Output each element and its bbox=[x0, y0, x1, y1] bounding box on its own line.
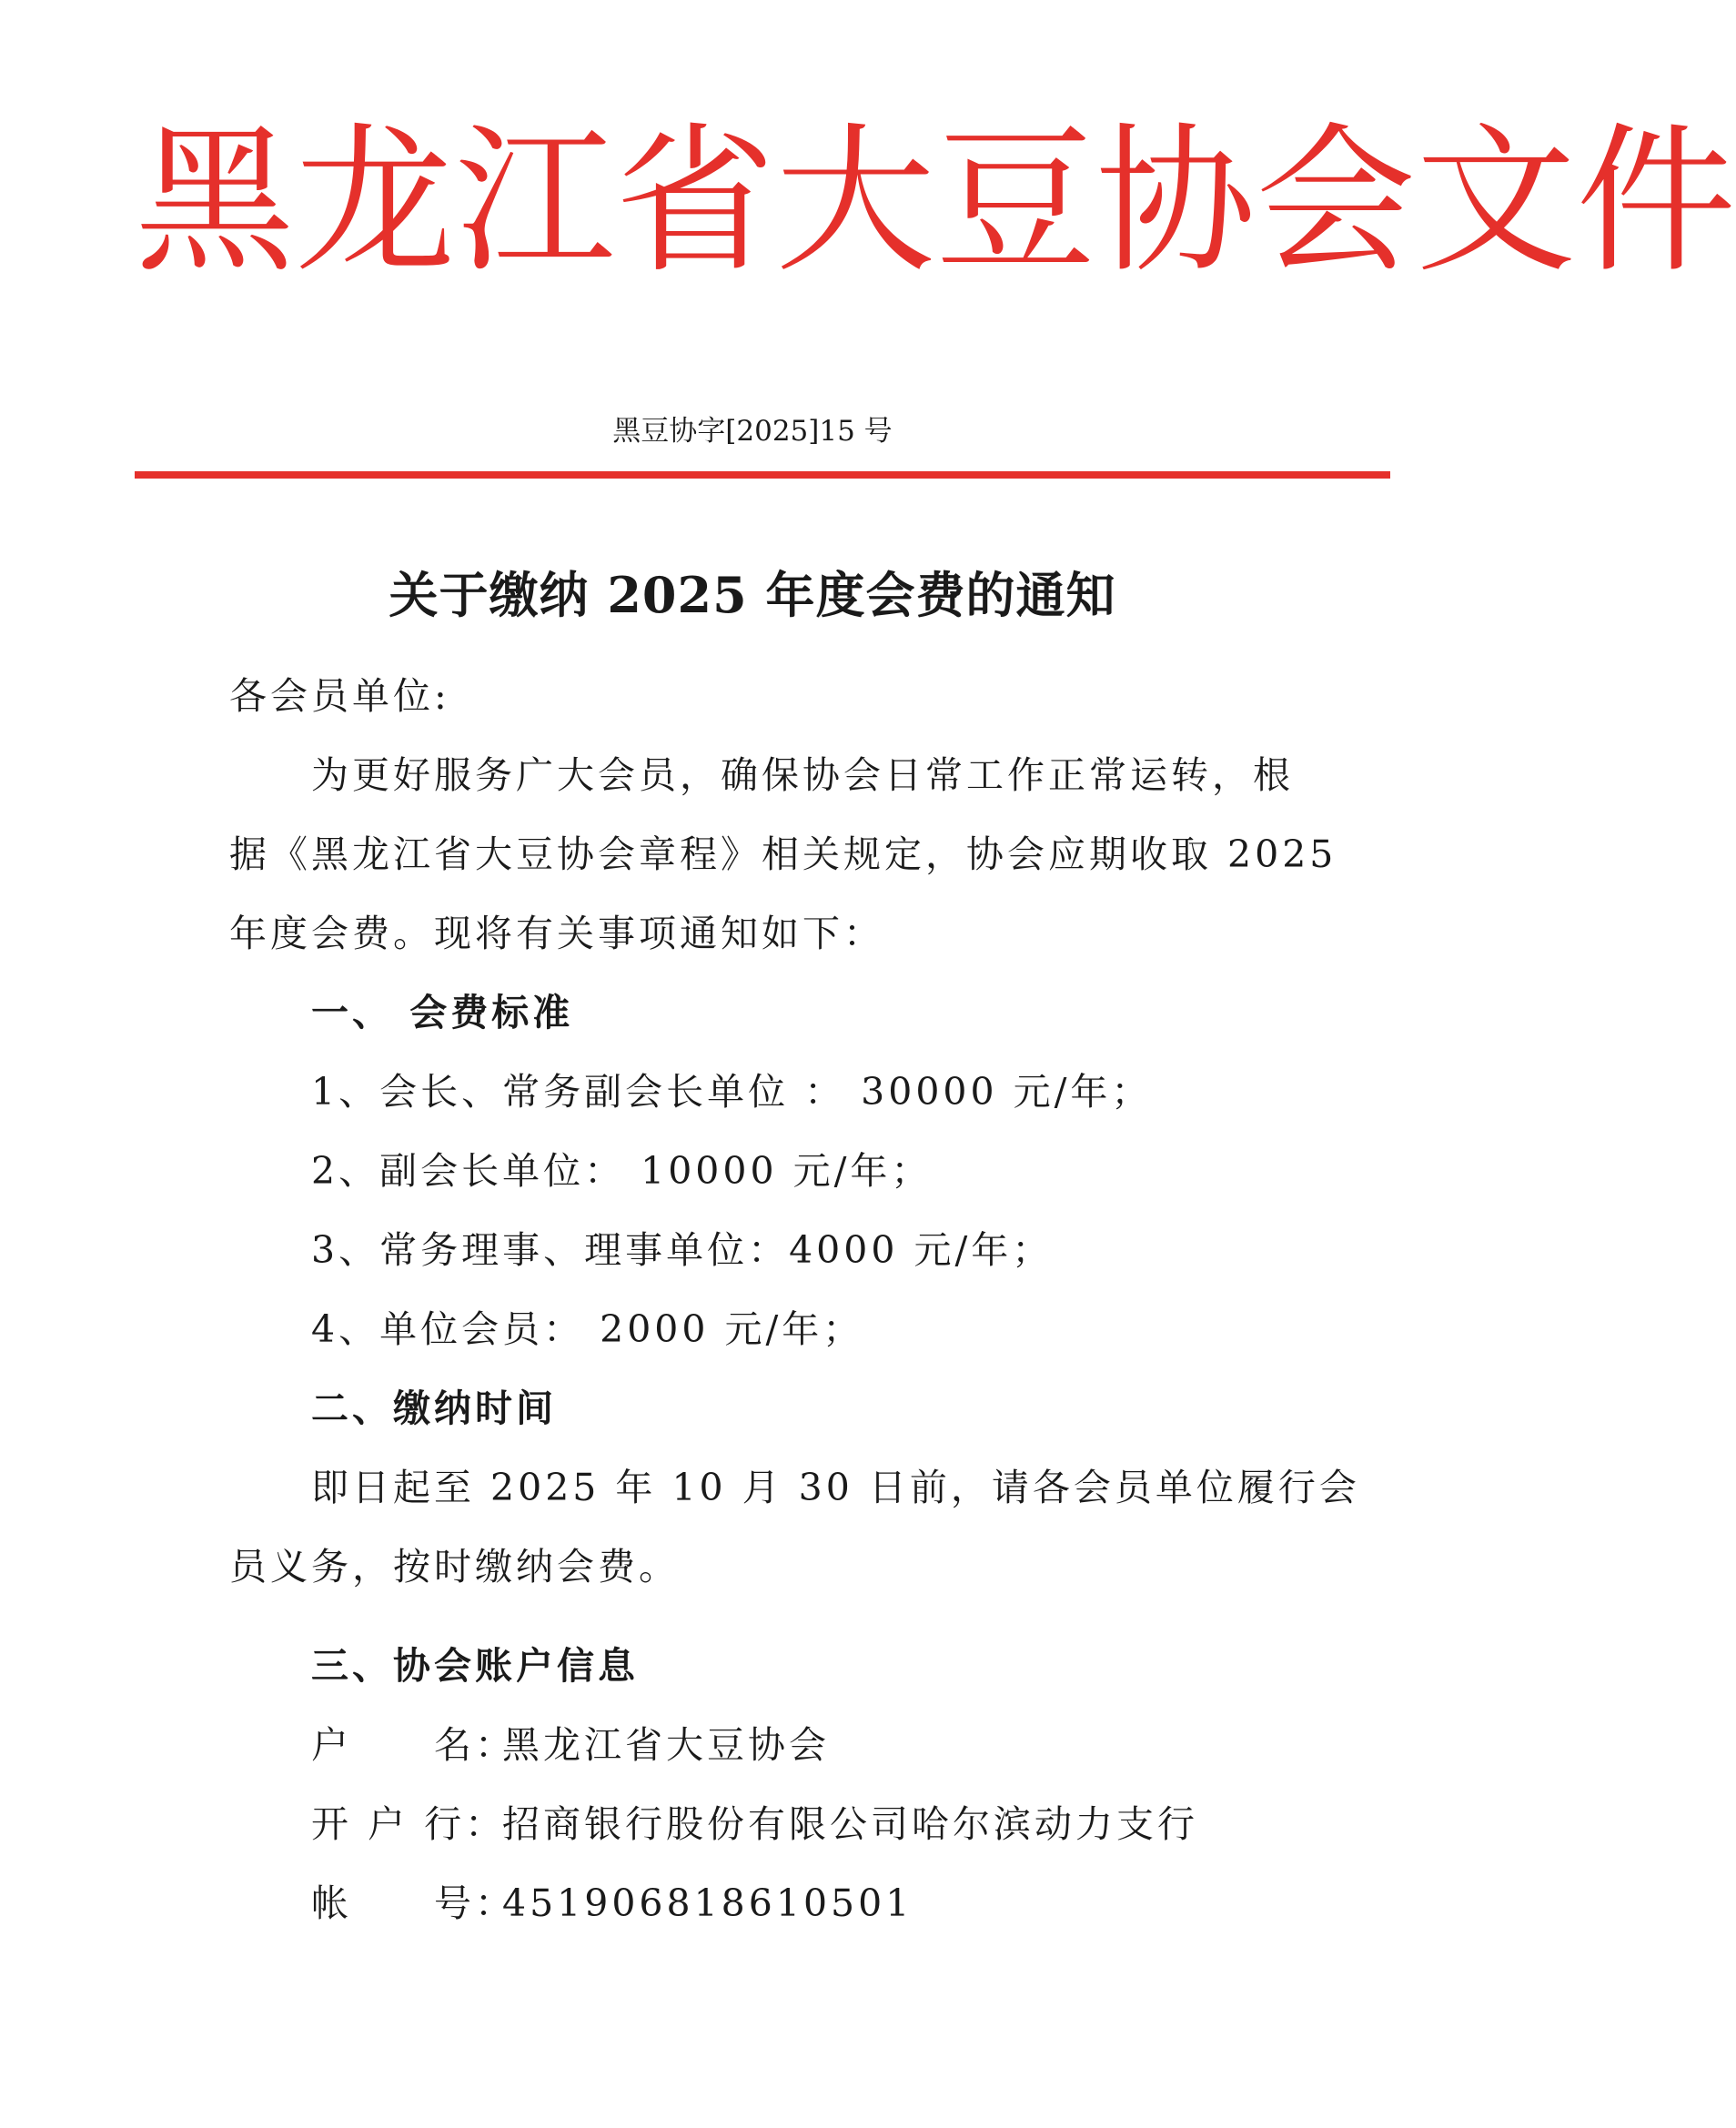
account-value: 招商银行股份有限公司哈尔滨动力支行 bbox=[502, 1802, 1198, 1846]
intro-line: 为更好服务广大会员，确保协会日常工作正常运转，根 bbox=[311, 753, 1294, 797]
fee-item: 2、副会长单位： 10000 元/年； bbox=[311, 1149, 933, 1193]
section-heading-fees: 一、 会费标准 bbox=[311, 991, 574, 1034]
account-label: 帐 号： bbox=[311, 1881, 516, 1925]
account-label: 开 户 行： bbox=[311, 1802, 507, 1846]
masthead bbox=[135, 102, 1736, 302]
account-value: 451906818610501 bbox=[502, 1881, 913, 1925]
masthead-char: 大 bbox=[775, 108, 936, 295]
masthead-char: 豆 bbox=[935, 108, 1096, 295]
section-heading-account: 三、协会账户信息 bbox=[311, 1644, 639, 1688]
section-heading-time: 二、缴纳时间 bbox=[311, 1387, 557, 1430]
account-row bbox=[229, 1785, 1285, 1864]
document-number: 黑豆协字[2025]15 号 bbox=[612, 415, 893, 448]
masthead-char: 省 bbox=[615, 108, 776, 295]
fee-item: 1、会长、常务副会长单位 ： 30000 元/年； bbox=[311, 1070, 1153, 1114]
account-value: 黑龙江省大豆协会 bbox=[502, 1723, 830, 1767]
intro-line: 据《黑龙江省大豆协会章程》相关规定，协会应期收取 2025 bbox=[229, 832, 1337, 876]
masthead-char: 江 bbox=[455, 108, 616, 295]
masthead-char: 会 bbox=[1256, 108, 1417, 295]
masthead-char: 黑 bbox=[135, 108, 296, 295]
time-line: 员义务，按时缴纳会费。 bbox=[229, 1545, 680, 1588]
notice-body bbox=[229, 657, 1360, 1943]
salutation: 各会员单位: bbox=[229, 674, 450, 718]
account-label: 户 名： bbox=[311, 1723, 516, 1767]
red-divider-line bbox=[135, 471, 1390, 479]
intro-line: 年度会费。现将有关事项通知如下： bbox=[229, 912, 884, 955]
fee-item: 4、单位会员： 2000 元/年； bbox=[311, 1307, 864, 1351]
spacer bbox=[229, 1607, 1285, 1627]
masthead-char: 龙 bbox=[295, 108, 456, 295]
masthead-char: 文 bbox=[1416, 108, 1577, 295]
fee-item: 3、常务理事、理事单位：4000 元/年； bbox=[311, 1228, 1054, 1272]
masthead-char: 协 bbox=[1095, 108, 1257, 295]
masthead-char: 件 bbox=[1576, 108, 1736, 295]
account-row bbox=[229, 1706, 1285, 1785]
notice-title: 关于缴纳 2025 年度会费的通知 bbox=[389, 566, 1116, 624]
account-row bbox=[229, 1864, 1285, 1943]
time-line: 即日起至 2025 年 10 月 30 日前，请各会员单位履行会 bbox=[311, 1466, 1360, 1509]
